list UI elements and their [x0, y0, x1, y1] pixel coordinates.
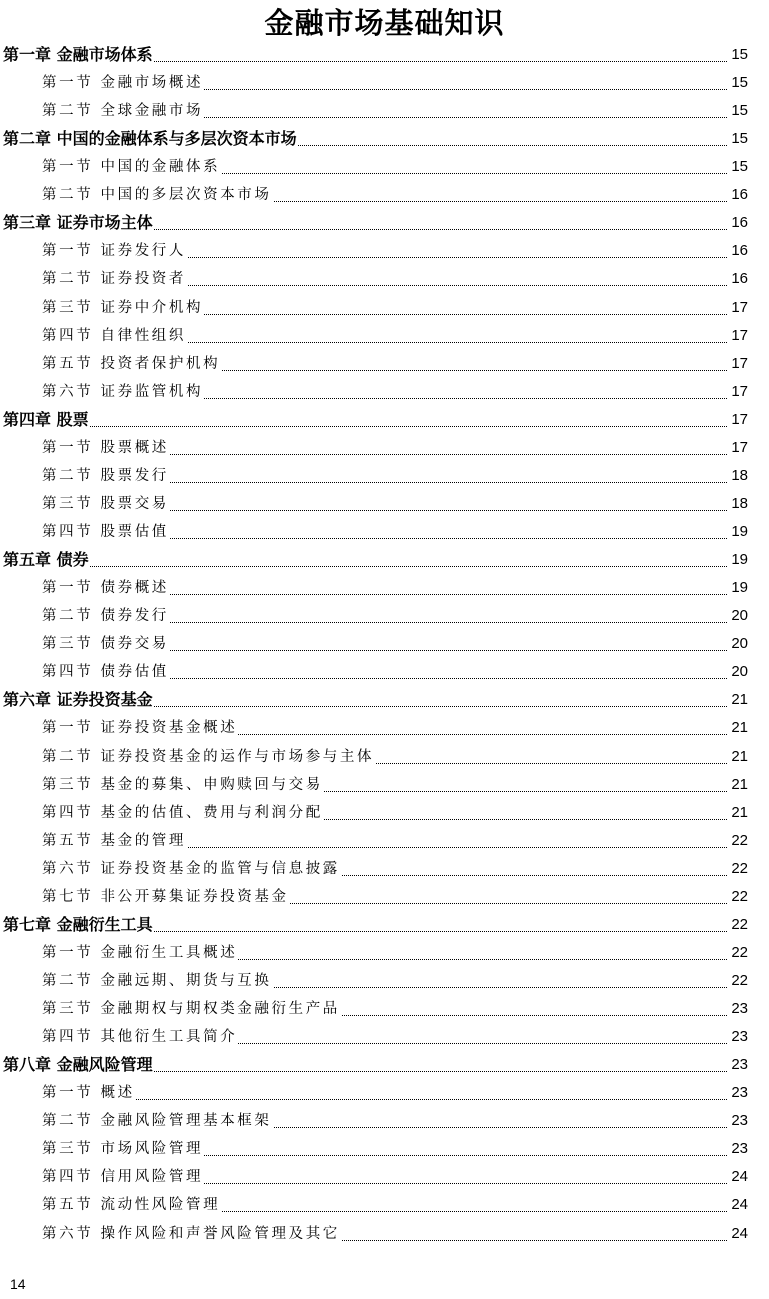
- toc-entry-page: 15: [730, 72, 748, 94]
- toc-section-entry[interactable]: [0, 69, 769, 97]
- toc-section-entry[interactable]: [0, 518, 769, 546]
- toc-entry-page: 21: [730, 717, 748, 739]
- toc-entry-page: 15: [730, 128, 748, 150]
- toc-entry-title: 第六节 证券监管机构: [42, 381, 204, 403]
- page-title: 金融市场基础知识: [264, 6, 505, 40]
- page-number: 14: [10, 1276, 26, 1292]
- toc-entry-page: 22: [730, 970, 748, 992]
- toc-section-entry[interactable]: [0, 771, 769, 799]
- toc-entry-title: 第四节 股票估值: [42, 521, 170, 543]
- toc-section-entry[interactable]: [0, 939, 769, 967]
- toc-entry-page: 16: [730, 268, 748, 290]
- toc-entry-page: 16: [730, 184, 748, 206]
- toc-entry-page: 20: [730, 633, 748, 655]
- toc-entry-title: 第四节 其他衍生工具简介: [42, 1026, 238, 1048]
- toc-section-entry[interactable]: [0, 855, 769, 883]
- toc-entry-page: 15: [730, 44, 748, 66]
- toc-entry-title: 第六节 证券投资基金的监管与信息披露: [42, 858, 341, 880]
- toc-entry-page: 15: [730, 100, 748, 122]
- toc-section-entry[interactable]: [0, 827, 769, 855]
- toc-entry-title: 第八章 金融风险管理: [3, 1055, 153, 1075]
- toc-entry-page: 23: [730, 1054, 748, 1076]
- toc-entry-title: 第五节 流动性风险管理: [42, 1194, 221, 1216]
- toc-entry-page: 19: [730, 549, 748, 571]
- toc-entry-title: 第二节 证券投资者: [42, 268, 187, 290]
- toc-entry-title: 第四节 基金的估值、费用与利润分配: [42, 802, 324, 824]
- toc-section-entry[interactable]: [0, 658, 769, 686]
- toc-section-entry[interactable]: [0, 434, 769, 462]
- toc-entry-title: 第六节 操作风险和声誉风险管理及其它: [42, 1223, 341, 1245]
- toc-chapter-entry[interactable]: [0, 911, 769, 939]
- toc-section-entry[interactable]: [0, 181, 769, 209]
- toc-section-entry[interactable]: [0, 294, 769, 322]
- toc-section-entry[interactable]: [0, 462, 769, 490]
- toc-section-entry[interactable]: [0, 97, 769, 125]
- toc-entry-page: 21: [730, 802, 748, 824]
- toc-entry-title: 第七章 金融衍生工具: [3, 914, 153, 934]
- toc-entry-title: 第六章 证券投资基金: [3, 690, 153, 710]
- toc-entry-page: 18: [730, 493, 748, 515]
- toc-section-entry[interactable]: [0, 1220, 769, 1248]
- toc-entry-title: 第四节 自律性组织: [42, 325, 187, 347]
- toc-entry-title: 第一节 金融市场概述: [42, 72, 204, 94]
- toc-section-entry[interactable]: [0, 602, 769, 630]
- toc-chapter-entry[interactable]: [0, 41, 769, 69]
- toc-entry-title: 第三节 债券交易: [42, 633, 170, 655]
- toc-section-entry[interactable]: [0, 1191, 769, 1219]
- toc-entry-title: 第三节 基金的募集、申购赎回与交易: [42, 774, 324, 796]
- toc-section-entry[interactable]: [0, 574, 769, 602]
- toc-entry-title: 第三节 证券中介机构: [42, 297, 204, 319]
- toc-entry-page: 21: [730, 689, 748, 711]
- toc-entry-page: 15: [730, 156, 748, 178]
- toc-entry-title: 第一节 中国的金融体系: [42, 156, 221, 178]
- toc-entry-page: 20: [730, 661, 748, 683]
- toc-section-entry[interactable]: [0, 490, 769, 518]
- toc-entry-page: 17: [730, 353, 748, 375]
- toc-chapter-entry[interactable]: [0, 546, 769, 574]
- toc-entry-page: 24: [730, 1166, 748, 1188]
- toc-section-entry[interactable]: [0, 743, 769, 771]
- toc-section-entry[interactable]: [0, 237, 769, 265]
- toc-entry-title: 第七节 非公开募集证券投资基金: [42, 886, 290, 908]
- toc-section-entry[interactable]: [0, 630, 769, 658]
- toc-section-entry[interactable]: [0, 967, 769, 995]
- toc-entry-title: 第一节 股票概述: [42, 437, 170, 459]
- toc-section-entry[interactable]: [0, 883, 769, 911]
- toc-section-entry[interactable]: [0, 714, 769, 742]
- toc-entry-title: 第三节 股票交易: [42, 493, 170, 515]
- toc-entry-title: 第二节 债券发行: [42, 605, 170, 627]
- dot-leader: [46, 1099, 727, 1100]
- toc-entry-page: 21: [730, 774, 748, 796]
- toc-entry-page: 16: [730, 240, 748, 262]
- toc-chapter-entry[interactable]: [0, 686, 769, 714]
- toc-entry-title: 第二节 中国的多层次资本市场: [42, 184, 273, 206]
- toc-entry-title: 第五节 投资者保护机构: [42, 353, 221, 375]
- toc-entry-title: 第一节 证券投资基金概述: [42, 717, 238, 739]
- toc-section-entry[interactable]: [0, 153, 769, 181]
- toc-section-entry[interactable]: [0, 322, 769, 350]
- toc-entry-page: 17: [730, 437, 748, 459]
- toc-section-entry[interactable]: [0, 1163, 769, 1191]
- toc-entry-page: 19: [730, 521, 748, 543]
- toc-entry-title: 第四节 信用风险管理: [42, 1166, 204, 1188]
- toc-entry-page: 21: [730, 746, 748, 768]
- toc-entry-page: 24: [730, 1194, 748, 1216]
- toc-chapter-entry[interactable]: [0, 125, 769, 153]
- toc-entry-page: 22: [730, 942, 748, 964]
- toc-entry-title: 第一节 证券发行人: [42, 240, 187, 262]
- toc-entry-title: 第五章 债券: [3, 550, 89, 570]
- toc-entry-title: 第五节 基金的管理: [42, 830, 187, 852]
- toc-entry-page: 23: [730, 1082, 748, 1104]
- toc-section-entry[interactable]: [0, 1023, 769, 1051]
- toc-entry-title: 第二章 中国的金融体系与多层次资本市场: [3, 129, 297, 149]
- toc-entry-title: 第一节 概述: [42, 1082, 136, 1104]
- toc-entry-title: 第二节 全球金融市场: [42, 100, 204, 122]
- toc-entry-title: 第一节 债券概述: [42, 577, 170, 599]
- toc-section-entry[interactable]: [0, 1107, 769, 1135]
- dot-leader: [6, 426, 727, 427]
- toc-entry-title: 第一节 金融衍生工具概述: [42, 942, 238, 964]
- toc-entry-page: 23: [730, 1110, 748, 1132]
- toc-entry-page: 17: [730, 297, 748, 319]
- toc-entry-page: 17: [730, 325, 748, 347]
- toc-entry-page: 22: [730, 858, 748, 880]
- toc-entry-page: 22: [730, 914, 748, 936]
- toc-entry-title: 第三节 金融期权与期权类金融衍生产品: [42, 998, 341, 1020]
- toc-entry-title: 第二节 金融远期、期货与互换: [42, 970, 273, 992]
- toc-entry-page: 23: [730, 998, 748, 1020]
- toc-entry-title: 第四节 债券估值: [42, 661, 170, 683]
- toc-section-entry[interactable]: [0, 350, 769, 378]
- toc-chapter-entry[interactable]: [0, 209, 769, 237]
- toc-section-entry[interactable]: [0, 995, 769, 1023]
- toc-entry-page: 22: [730, 830, 748, 852]
- toc-entry-page: 23: [730, 1026, 748, 1048]
- toc-section-entry[interactable]: [0, 1135, 769, 1163]
- toc-entry-page: 19: [730, 577, 748, 599]
- toc-chapter-entry[interactable]: [0, 1051, 769, 1079]
- toc-entry-title: 第三节 市场风险管理: [42, 1138, 204, 1160]
- toc-entry-page: 18: [730, 465, 748, 487]
- toc-section-entry[interactable]: [0, 378, 769, 406]
- toc-entry-page: 23: [730, 1138, 748, 1160]
- toc-entry-page: 17: [730, 381, 748, 403]
- toc-entry-page: 20: [730, 605, 748, 627]
- toc-section-entry[interactable]: [0, 1079, 769, 1107]
- dot-leader: [6, 566, 727, 567]
- toc-entry-page: 16: [730, 212, 748, 234]
- toc-section-entry[interactable]: [0, 799, 769, 827]
- toc-entry-title: 第二节 证券投资基金的运作与市场参与主体: [42, 746, 375, 768]
- toc-entry-title: 第二节 金融风险管理基本框架: [42, 1110, 273, 1132]
- toc-entry-page: 17: [730, 409, 748, 431]
- toc-entry-title: 第四章 股票: [3, 409, 89, 429]
- toc-entry-title: 第二节 股票发行: [42, 465, 170, 487]
- toc-entry-page: 22: [730, 886, 748, 908]
- toc-entry-title: 第三章 证券市场主体: [3, 213, 153, 233]
- toc-entry-title: 第一章 金融市场体系: [3, 45, 153, 64]
- toc-chapter-entry[interactable]: [0, 406, 769, 434]
- toc-section-entry[interactable]: [0, 265, 769, 293]
- toc-entry-page: 24: [730, 1223, 748, 1245]
